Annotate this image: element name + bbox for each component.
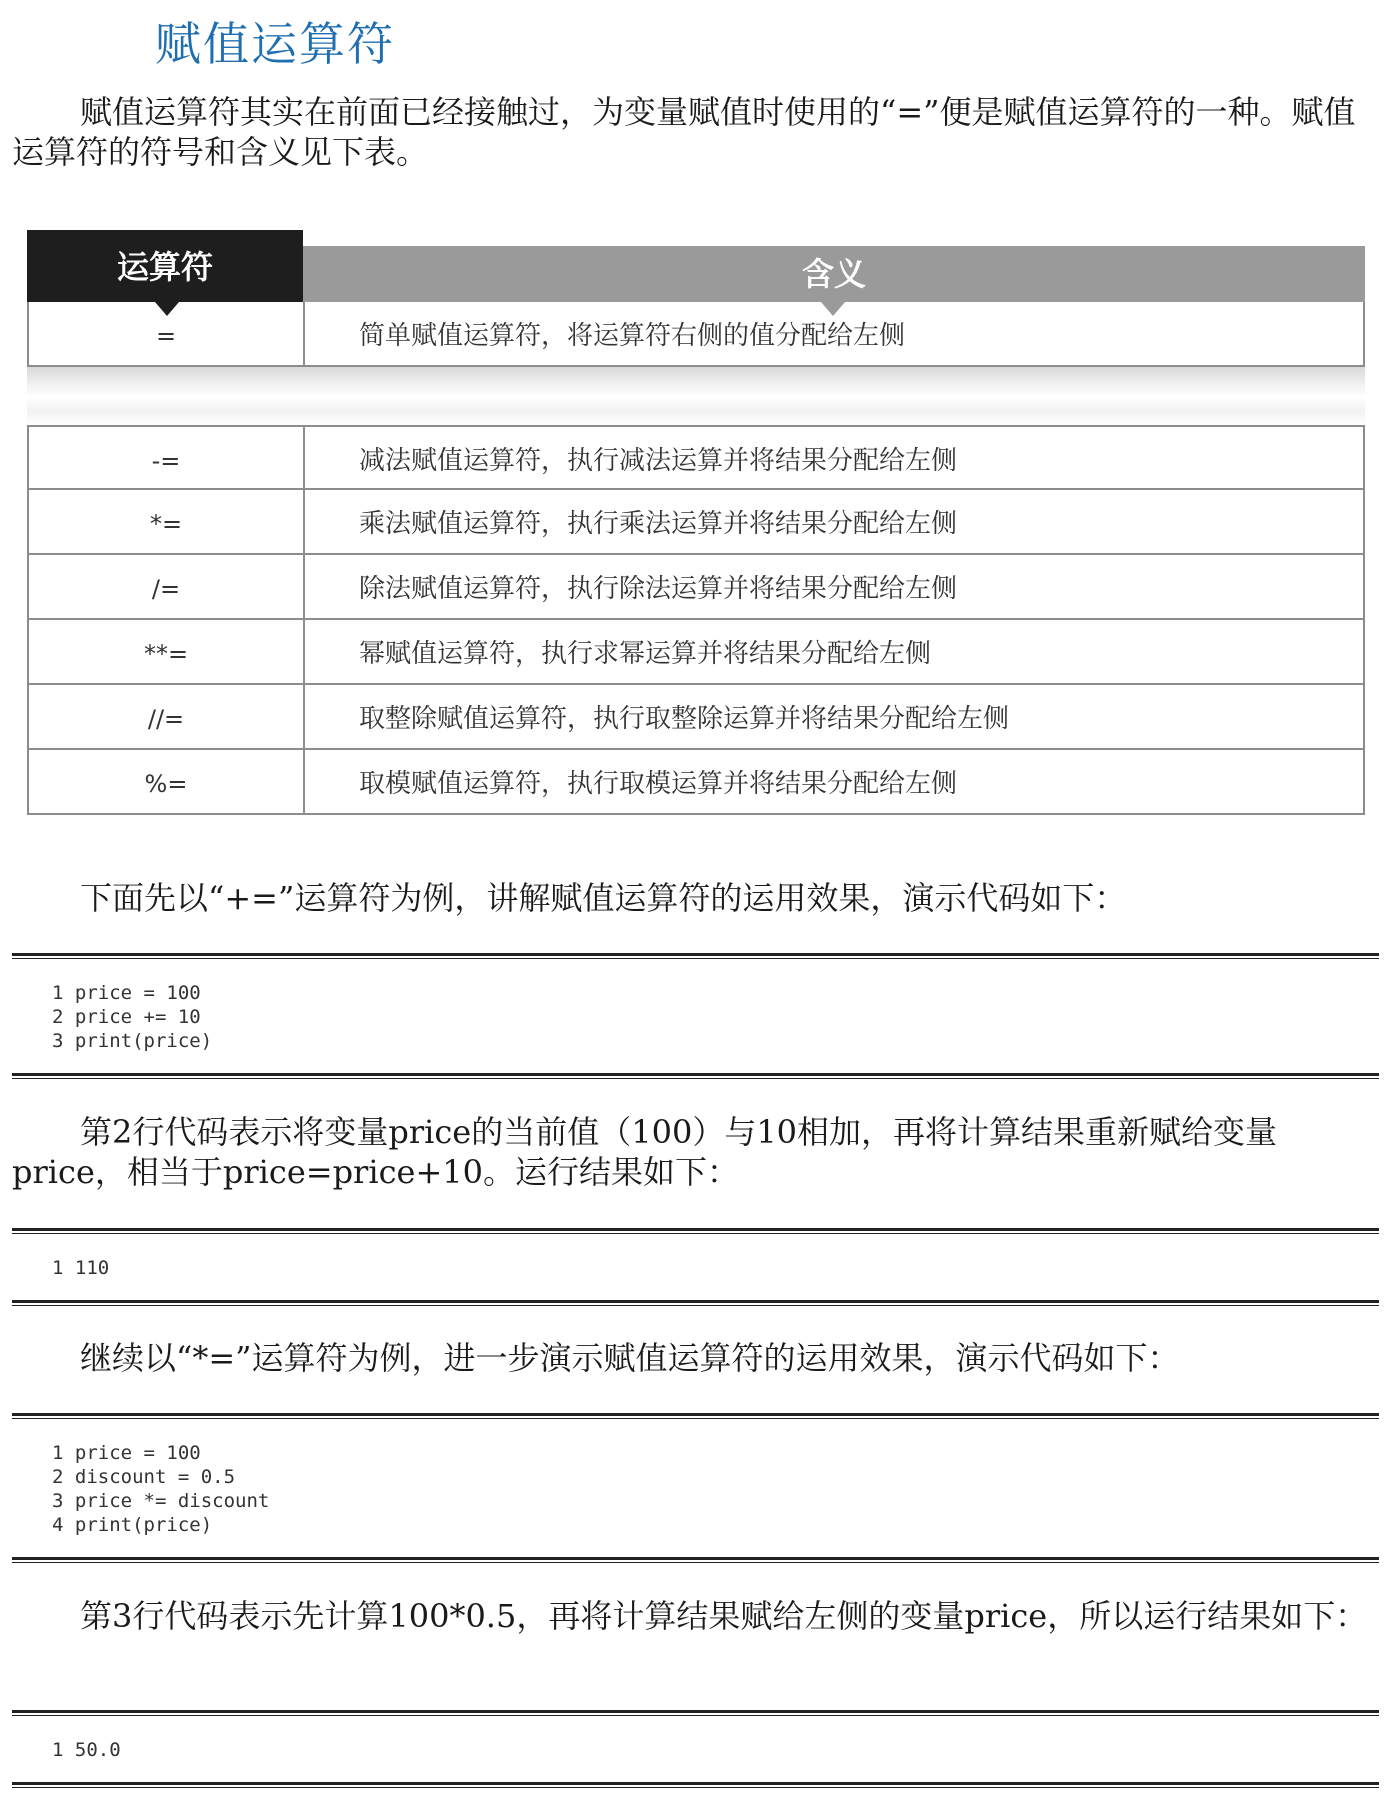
code-bottom-rule (12, 1300, 1379, 1306)
table-row (27, 490, 1365, 555)
code-line: 2 discount = 0.5 (52, 1466, 236, 1488)
code-line: 3 price *= discount (52, 1490, 270, 1512)
code-line: 1 110 (52, 1257, 110, 1279)
intro-paragraph: 赋值运算符其实在前面已经接触过，为变量赋值时使用的“=”便是赋值运算符的一种。赋值运算符的符号和含义见下表。 (12, 93, 1356, 171)
code-line: 3 print(price) (52, 1030, 213, 1052)
table-row (27, 425, 1365, 490)
code-lines (12, 959, 1379, 1073)
header-operator: 运算符 (27, 230, 303, 302)
table-row (27, 750, 1365, 815)
header-meaning: 含义 (303, 246, 1365, 302)
meaning-cell: 取整除赋值运算符，执行取整除运算并将结果分配给左侧 (359, 704, 1010, 734)
code-lines (12, 1419, 1379, 1557)
table-row (27, 302, 1365, 367)
operator-cell: /= (29, 555, 305, 618)
operator-cell: *= (29, 490, 305, 553)
operator-cell: = (29, 302, 305, 365)
operator-cell: //= (29, 685, 305, 748)
operator-cell: **= (29, 620, 305, 683)
table-header (27, 246, 1365, 302)
table-row (27, 620, 1365, 685)
paragraph-4: 第3行代码表示先计算100*0.5，再将计算结果赋给左侧的变量price，所以运行结果如下： (80, 1597, 1368, 1635)
table-row (27, 685, 1365, 750)
meaning-cell: 除法赋值运算符，执行除法运算并将结果分配给左侧 (359, 574, 958, 604)
code-bottom-rule (12, 1782, 1379, 1788)
code-line: 1 50.0 (52, 1739, 121, 1761)
code-line: 1 price = 100 (52, 982, 201, 1004)
code-block-3 (12, 1413, 1379, 1563)
operator-cell: %= (29, 750, 305, 813)
operator-cell: -= (29, 427, 305, 488)
meaning-cell: 取模赋值运算符，执行取模运算并将结果分配给左侧 (359, 769, 958, 799)
meaning-cell: 减法赋值运算符，执行减法运算并将结果分配给左侧 (359, 446, 958, 476)
code-block-1 (12, 953, 1379, 1079)
paragraph-2: 第2行代码表示将变量price的当前值（100）与10相加，再将计算结果重新赋给变量price，相当于price=price+10。运行结果如下： (12, 1113, 1278, 1191)
code-line: 4 print(price) (52, 1514, 213, 1536)
table-tear-gap (27, 367, 1365, 425)
meaning-cell: 乘法赋值运算符，执行乘法运算并将结果分配给左侧 (359, 509, 958, 539)
operator-table (27, 246, 1365, 815)
code-bottom-rule (12, 1557, 1379, 1563)
paragraph-3: 继续以“*=”运算符为例，进一步演示赋值运算符的运用效果，演示代码如下： (80, 1339, 1180, 1377)
table-row (27, 555, 1365, 620)
code-lines (12, 1716, 1379, 1782)
code-line: 2 price += 10 (52, 1006, 201, 1028)
code-lines (12, 1234, 1379, 1300)
code-line: 1 price = 100 (52, 1442, 201, 1464)
code-block-4 (12, 1710, 1379, 1788)
meaning-cell: 幂赋值运算符，执行求幂运算并将结果分配给左侧 (359, 639, 932, 669)
paragraph-1: 下面先以“+=”运算符为例，讲解赋值运算符的运用效果，演示代码如下： (80, 879, 1127, 917)
meaning-cell: 简单赋值运算符，将运算符右侧的值分配给左侧 (359, 321, 906, 351)
code-bottom-rule (12, 1073, 1379, 1079)
section-title: 赋值运算符 (155, 17, 395, 71)
code-block-2 (12, 1228, 1379, 1306)
